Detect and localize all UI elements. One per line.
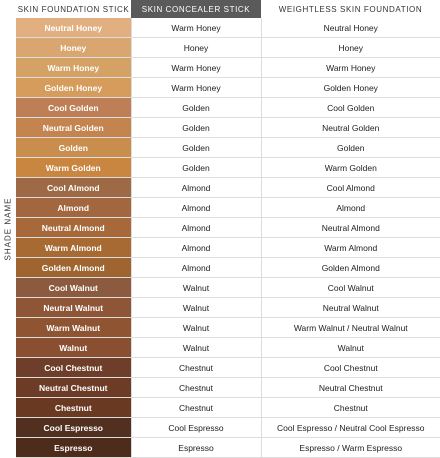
foundation-shade-cell: Warm Almond [324,242,378,253]
concealer-shade-cell: Almond [131,218,261,238]
concealer-shade-cell: Almond [131,258,261,278]
table-row [16,418,440,438]
shade-swatch-cell: Chestnut [16,398,131,418]
header-foundation-stick: SKIN FOUNDATION STICK [16,0,131,18]
foundation-shade-cell: Neutral Chestnut [318,382,383,393]
table-row [16,98,440,118]
shade-swatch-cell: Cool Espresso [16,418,131,438]
foundation-shade-cell: Warm Walnut / Neutral Walnut [293,322,408,333]
foundation-shade-cell: Cool Chestnut [323,362,378,373]
shade-swatch-cell: Neutral Walnut [16,298,131,318]
foundation-shade-cell: Warm Honey [326,62,376,73]
table-row [16,138,440,158]
foundation-shade-cell: Neutral Honey [323,22,378,33]
shade-name-label-text: SHADE NAME [3,197,13,261]
table-row [16,178,440,198]
table-row [16,238,440,258]
foundation-shade-cell: Cool Almond [326,182,375,193]
foundation-shade-cell: Neutral Almond [321,222,380,233]
shade-table [16,0,440,458]
shade-swatch-cell: Cool Chestnut [16,358,131,378]
table-row [16,258,440,278]
table-row [16,158,440,178]
concealer-shade-cell: Golden [131,158,261,178]
shade-swatch-cell: Walnut [16,338,131,358]
table-row [16,338,440,358]
foundation-shade-cell: Neutral Golden [322,122,380,133]
concealer-shade-cell: Chestnut [131,358,261,378]
foundation-shade-cell: Golden [337,142,365,153]
concealer-shade-cell: Almond [131,238,261,258]
shade-swatch-cell: Neutral Honey [16,18,131,38]
shade-swatch-cell: Warm Golden [16,158,131,178]
concealer-shade-cell: Walnut [131,338,261,358]
shade-swatch-cell: Neutral Almond [16,218,131,238]
shade-swatch-cell: Honey [16,38,131,58]
foundation-shade-cell: Espresso / Warm Espresso [299,442,403,453]
foundation-shade-cell: Golden Almond [321,262,380,273]
concealer-shade-cell: Cool Espresso [131,418,261,438]
shade-swatch-cell: Espresso [16,438,131,458]
shade-swatch-cell: Warm Almond [16,238,131,258]
shade-swatch-cell: Cool Walnut [16,278,131,298]
shade-swatch-cell: Warm Walnut [16,318,131,338]
table-body [16,18,440,458]
shade-swatch-cell: Almond [16,198,131,218]
foundation-shade-cell: Cool Golden [327,102,375,113]
table-row [16,118,440,138]
table-row [16,78,440,98]
foundation-shade-cell: Walnut [337,342,364,353]
concealer-shade-cell: Espresso [131,438,261,458]
shade-swatch-cell: Warm Honey [16,58,131,78]
shade-swatch-cell: Cool Golden [16,98,131,118]
concealer-shade-cell: Chestnut [131,378,261,398]
shade-name-side-label [0,18,16,440]
concealer-shade-cell: Almond [131,178,261,198]
foundation-shade-cell: Cool Walnut [327,282,374,293]
concealer-shade-cell: Golden [131,118,261,138]
table-row [16,398,440,418]
table-row [16,378,440,398]
shade-swatch-cell: Cool Almond [16,178,131,198]
concealer-shade-cell: Walnut [131,318,261,338]
header-weightless-foundation: WEIGHTLESS SKIN FOUNDATION [261,0,440,18]
foundation-shade-cell: Cool Espresso / Neutral Cool Espresso [277,422,425,433]
shade-swatch-cell: Golden Almond [16,258,131,278]
shade-swatch-cell: Neutral Chestnut [16,378,131,398]
table-row [16,318,440,338]
shade-swatch-cell: Golden Honey [16,78,131,98]
table-row [16,18,440,38]
shade-swatch-cell: Golden [16,138,131,158]
concealer-shade-cell: Chestnut [131,398,261,418]
table-row [16,38,440,58]
foundation-shade-cell: Honey [338,42,364,53]
table-header [16,0,440,18]
concealer-shade-cell: Almond [131,198,261,218]
concealer-shade-cell: Warm Honey [131,78,261,98]
table-row [16,58,440,78]
table-row [16,278,440,298]
table-row [16,438,440,458]
shade-swatch-cell: Neutral Golden [16,118,131,138]
table-row [16,198,440,218]
concealer-shade-cell: Honey [131,38,261,58]
foundation-shade-cell: Almond [336,202,366,213]
concealer-shade-cell: Golden [131,138,261,158]
foundation-shade-cell: Neutral Walnut [322,302,379,313]
concealer-shade-cell: Warm Honey [131,58,261,78]
table-row [16,358,440,378]
foundation-shade-cell: Chestnut [333,402,368,413]
concealer-shade-cell: Golden [131,98,261,118]
header-concealer-stick: SKIN CONCEALER STICK [131,0,261,18]
concealer-shade-cell: Warm Honey [131,18,261,38]
table-row [16,218,440,238]
foundation-shade-cell: Golden Honey [323,82,378,93]
concealer-shade-cell: Walnut [131,298,261,318]
table-row [16,298,440,318]
concealer-shade-cell: Walnut [131,278,261,298]
foundation-shade-cell: Warm Golden [324,162,377,173]
